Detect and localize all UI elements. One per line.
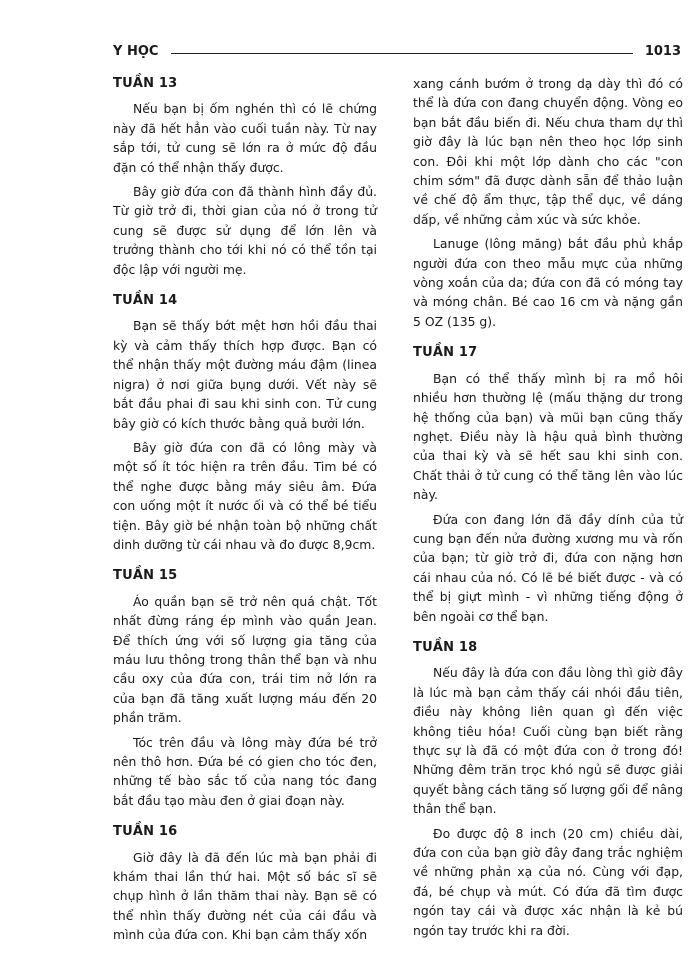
paragraph: Bạn sẽ thấy bớt mệt hơn hồi đầu thai kỳ và cảm thấy thích hợp được. Bạn có thể nhận thấy một đường máu đậm (linea nigra) ở nơi giữa bụng dưới. Vết này sẽ bắt đầu phai đi sau khi sinh con. Tử cung bây giờ có kích thước bằng quả bưởi lớn. bbox=[113, 318, 377, 431]
section-heading-week-18: TUẦN 18 bbox=[413, 639, 478, 655]
header-rule bbox=[171, 53, 633, 54]
paragraph-continued: xang cánh bướm ở trong dạ dày thì đó có thể là đứa con đang chuyển động. Vòng eo bạn bắt đầu biến đi. Nếu chưa tham dự thì giờ đây là lúc bạn nên theo học lớp sinh con. Đôi khi một lớp dành cho các "con chim sớm" đã được dành sẵn để thảo luận về chế độ ẩm thực, tập thể dục, về dáng dấp, về những cảm xúc và sức khỏe. bbox=[413, 76, 683, 227]
paragraph: Bây giờ đứa con đã có lông mày và một số ít tóc hiện ra trên đầu. Tim bé có thể nghe được bằng máy siêu âm. Đứa con uống một ít nước ối và có thể bé tiểu tiện. Bây giờ bé nhận toàn bộ những chất dinh dưỡng từ cái nhau và đo được 8,9cm. bbox=[113, 439, 377, 552]
section-heading-week-17: TUẦN 17 bbox=[413, 345, 478, 361]
paragraph: Lanuge (lông măng) bắt đầu phủ khắp người đứa con theo mẫu mực của những vòng xoắn của da; đứa con đã có móng tay và móng chân. Bé cao 16 cm và nặng gần 5 OZ (135 g). bbox=[413, 236, 683, 329]
paragraph: Nếu bạn bị ốm nghén thì có lẽ chứng này đã hết hẳn vào cuối tuần này. Từ nay sắp tới, tử cung sẽ lớn ra ở mức độ đầu đặn có thể nhận thấy được. bbox=[113, 101, 377, 175]
paragraph: Đứa con đang lớn đã đầy dính của tử cung bạn đến nửa đường xương mu và rốn của bạn; từ giờ trở đi, đứa con nặng hơn cái nhau của nó. Có lẽ bé biết được - và có thể bị giựt mình - vì những tiếng động ở bên ngoài cơ thể bạn. bbox=[413, 511, 683, 624]
right-column bbox=[413, 74, 683, 945]
paragraph: Giờ đây là đã đến lúc mà bạn phải đi khám thai lần thứ hai. Một số bác sĩ sẽ chụp hình ở lần thăm thai này. Bạn sẽ có thể nhìn thấy đường nét của cái đầu và mình của đứa con. Khi bạn cảm thấy xốn bbox=[113, 849, 377, 943]
paragraph: Tóc trên đầu và lông mày đứa bé trở nên thô hơn. Đứa bé có gien cho tóc đen, những tế bào sắc tố của nang tóc đang bắt đầu tạo màu đen ở giai đoạn này. bbox=[113, 734, 377, 808]
page-number: 1013 bbox=[644, 44, 681, 59]
paragraph: Bạn có thể thấy mình bị ra mồ hôi nhiều hơn thường lệ (mấu thặng dư trong hệ thống của bạn) và mũi bạn cũng thấy nghẹt. Điều này là hậu quả bình thường của thai kỳ và sẽ hết sau khi sinh con. Chất thải ở tử cung có thể tăng lên vào lúc này. bbox=[413, 370, 683, 503]
section-heading-week-16: TUẦN 16 bbox=[113, 824, 178, 840]
left-column bbox=[113, 74, 377, 950]
section-heading-week-14: TUẦN 14 bbox=[113, 293, 178, 309]
paragraph: Bây giờ đứa con đã thành hình đầy đủ. Từ giờ trở đi, thời gian của nó ở trong tử cung sẽ được sử dụng để lớn lên và trưởng thành cho tới khi nó có thể tồn tại độc lập với người mẹ. bbox=[113, 184, 377, 277]
section-heading-week-13: TUẦN 13 bbox=[113, 76, 178, 91]
running-header bbox=[113, 44, 681, 64]
paragraph: Đo được độ 8 inch (20 cm) chiều dài, đứa con của bạn giờ đây đang trắc nghiệm về những phản xạ của nó. Cùng với đạp, đá, bé chụp và mút. Có đứa đã tìm được ngón tay cái và được xác nhận là kẻ bú ngón tay trước khi ra đời. bbox=[413, 825, 683, 938]
section-heading-week-15: TUẦN 15 bbox=[113, 568, 178, 584]
paragraph: Nếu đây là đứa con đầu lòng thì giờ đây là lúc mà bạn cảm thấy cái nhói đầu tiên, điều này không liên quan gì đến việc không tiêu hóa! Cuối cùng bạn biết rằng thực sự là đã có một đứa con ở trong đó! Những đêm trăn trọc khó ngủ sẽ được giải quyết bằng cách tăng số lượng gối để nâng thân thể bạn. bbox=[413, 665, 683, 817]
header-title: Y HỌC bbox=[113, 44, 159, 59]
paragraph: Áo quần bạn sẽ trở nên quá chật. Tốt nhất đừng ráng ép mình vào quần Jean. Để thích ứng với số lượng gia tăng của máu lưu thông trong thân thể bạn và nhu cầu oxy của đứa con, trái tim nở lớn ra của bạn đã tăng xuất lượng máu đến 20 phần trăm. bbox=[113, 593, 377, 726]
